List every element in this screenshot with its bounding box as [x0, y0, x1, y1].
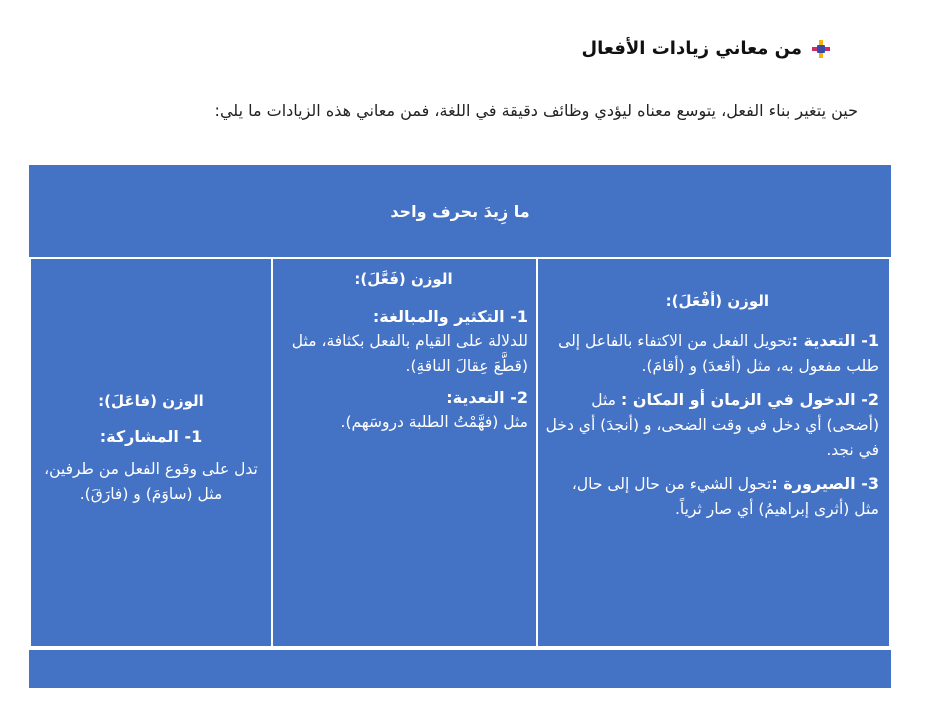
meaning-text: تدل على وقوع الفعل من طرفين، مثل (ساوَمَ) و (فارَقَ).: [44, 460, 258, 503]
meaning-becoming: [544, 471, 879, 522]
meaning-text: تحويل الفعل من الاكتفاء بالفاعل إلى طلب مفعول به، مثل (أقعدَ) و (أقامَ).: [558, 332, 879, 375]
weight-title-afala: الوزن (أفْعَلَ):: [665, 292, 769, 310]
meaning-text: للدلالة على القيام بالفعل بكثافة، مثل (قطَّعَ عِقالَ الناقةِ).: [291, 332, 528, 375]
section-heading: [582, 38, 830, 59]
sparkle-cross-icon: [812, 40, 830, 58]
section-title: من معاني زيادات الأفعال: [581, 38, 802, 59]
meaning-title: 2- التعدية:: [446, 388, 528, 407]
table-footer-row: [29, 648, 891, 688]
table-title: ما زِيدَ بحرف واحد: [390, 201, 530, 221]
meaning-text: تحول الشيء من حال إلى حال، مثل (أثرى إبراهيمُ) أي صار ثرياً.: [571, 475, 879, 518]
column-afala: [536, 257, 891, 648]
weight-title-faala-alif: الوزن (فاعَلَ):: [98, 392, 204, 410]
meaning-text: مثل (فهَّمْتُ الطلبة دروسَهم).: [340, 413, 528, 431]
column-faala: [271, 257, 538, 648]
meaning-title: 2- الدخول في الزمان أو المكان :: [620, 390, 879, 409]
meaning-transitivity: [544, 328, 879, 379]
meaning-title: 1- المشاركة:: [99, 427, 203, 446]
verb-forms-table: [29, 165, 891, 688]
column-faala-alif: [29, 257, 273, 648]
meaning-entering-time-place: [544, 387, 879, 463]
meaning-title: 1- التعدية :: [791, 331, 879, 350]
intro-paragraph: حين يتغير بناء الفعل، يتوسع معناه ليؤدي وظائف دقيقة في اللغة، فمن معاني هذه الزيادات ما يلي:: [214, 101, 858, 120]
meaning-text: مثل (أضحى) أي دخل في وقت الضحى، و (أنجدَ) أي دخل في نجد.: [545, 391, 879, 459]
weight-title-faala: الوزن (فَعَّلَ):: [354, 270, 453, 288]
meaning-title: 3- الصيرورة :: [771, 474, 879, 493]
meaning-title: 1- التكثير والمبالغة:: [372, 307, 528, 326]
